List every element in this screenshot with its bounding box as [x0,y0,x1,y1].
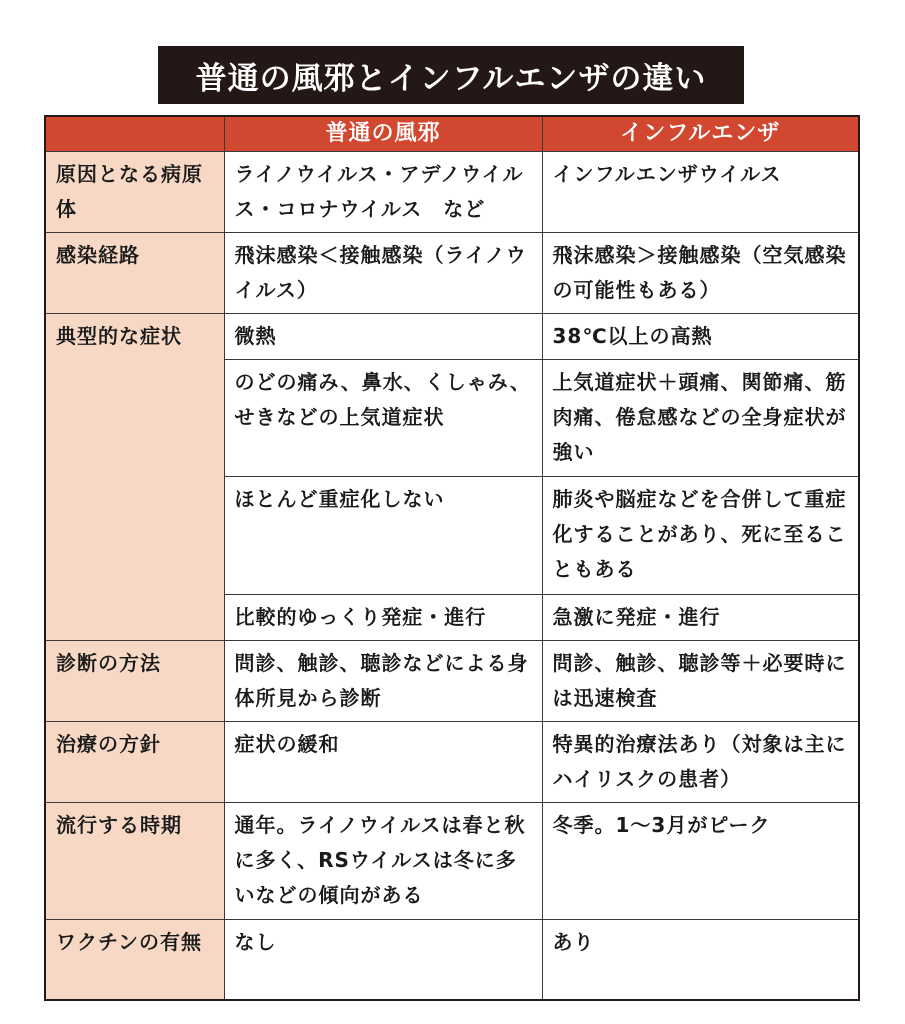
cell-flu-season: 冬季。1～3月がピーク [542,803,859,920]
cell-cold-infection-route: 飛沫感染＜接触感染（ライノウイルス） [224,233,542,314]
cell-cold-onset: 比較的ゆっくり発症・進行 [224,595,542,641]
table-row [45,722,859,803]
cell-cold-fever: 微熱 [224,314,542,360]
header-corner [45,116,224,152]
cell-flu-severity: 肺炎や脳症などを合併して重症化することがあり、死に至ることもある [542,477,859,595]
header-influenza: インフルエンザ [542,116,859,152]
cell-flu-systemic: 上気道症状＋頭痛、関節痛、筋肉痛、倦怠感などの全身症状が強い [542,360,859,477]
cell-cold-diagnosis: 問診、触診、聴診などによる身体所見から診断 [224,641,542,722]
row-label-pathogen: 原因となる病原体 [45,152,224,233]
cell-flu-infection-route: 飛沫感染＞接触感染（空気感染の可能性もある） [542,233,859,314]
cell-cold-treatment: 症状の緩和 [224,722,542,803]
table-row [45,803,859,920]
row-label-treatment: 治療の方針 [45,722,224,803]
comparison-table [44,115,860,1001]
header-common-cold: 普通の風邪 [224,116,542,152]
table-row [45,314,859,360]
cell-cold-vaccine: なし [224,920,542,1000]
table-row [45,920,859,1000]
cell-cold-severity: ほとんど重症化しない [224,477,542,595]
row-label-vaccine: ワクチンの有無 [45,920,224,1000]
cell-cold-upper-airway: のどの痛み、鼻水、くしゃみ、せきなどの上気道症状 [224,360,542,477]
cell-flu-onset: 急激に発症・進行 [542,595,859,641]
row-label-season: 流行する時期 [45,803,224,920]
cell-flu-fever: 38℃以上の高熱 [542,314,859,360]
row-label-infection-route: 感染経路 [45,233,224,314]
cell-cold-pathogen: ライノウイルス・アデノウイルス・コロナウイルス など [224,152,542,233]
page-title: 普通の風邪とインフルエンザの違い [158,46,744,104]
table-row [45,152,859,233]
cell-flu-pathogen: インフルエンザウイルス [542,152,859,233]
table-row [45,233,859,314]
cell-cold-season: 通年。ライノウイルスは春と秋に多く、RSウイルスは冬に多いなどの傾向がある [224,803,542,920]
row-label-symptoms: 典型的な症状 [45,314,224,641]
cell-flu-vaccine: あり [542,920,859,1000]
row-label-diagnosis: 診断の方法 [45,641,224,722]
cell-flu-treatment: 特異的治療法あり（対象は主にハイリスクの患者） [542,722,859,803]
table-row [45,641,859,722]
cell-flu-diagnosis: 問診、触診、聴診等＋必要時には迅速検査 [542,641,859,722]
header-row [45,116,859,152]
